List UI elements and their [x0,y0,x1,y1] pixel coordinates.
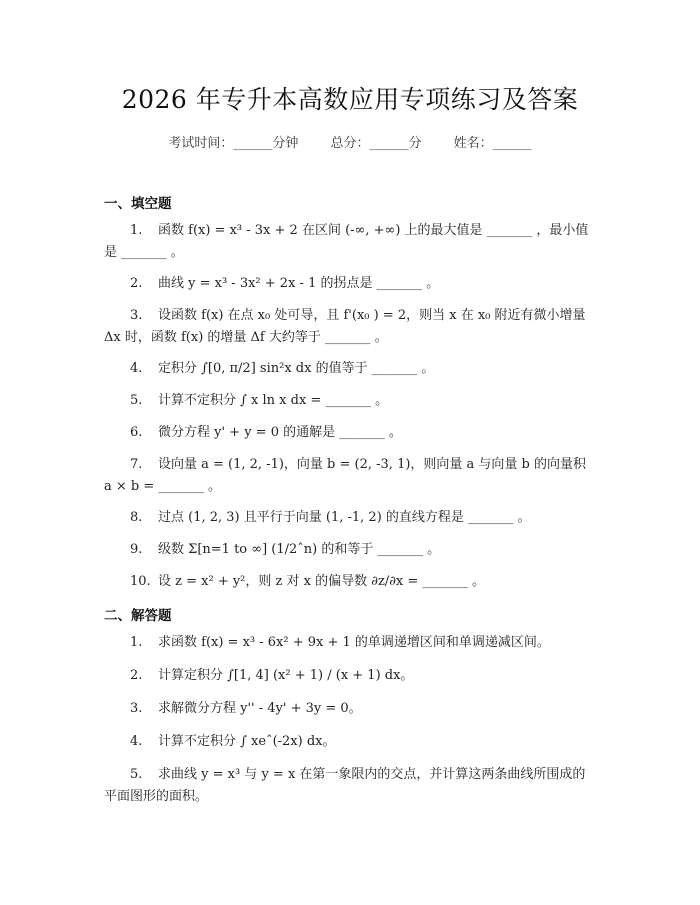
total-score: 总分：______分 [330,136,422,151]
question-number: 1. [130,223,143,238]
question-number: 6. [130,425,143,440]
page-title: 2026 年专升本高数应用专项练习及答案 [121,85,579,114]
question-number: 9. [130,542,143,557]
exam-time: 考试时间：______分钟 [168,136,299,151]
question-text: 求函数 f(x) = x³ - 6x² + 9x + 1 的单调递增区间和单调递减区间。 [158,635,550,650]
question-item [104,507,596,529]
question-number: 4. [130,734,143,749]
question-text: 过点 (1, 2, 3) 且平行于向量 (1, -1, 2) 的直线方程是 _______ 。 [158,510,531,525]
question-item [104,539,596,561]
question-text: 级数 Σ[n=1 to ∞] (1/2ˆn) 的和等于 _______ 。 [158,542,441,557]
question-item [104,422,596,444]
question-item [104,665,596,687]
question-number: 8. [130,510,143,525]
question-text: 定积分 ∫[0, π/2] sin²x dx 的值等于 _______ 。 [158,361,435,376]
question-item [104,305,596,349]
question-text: 计算不定积分 ∫ x ln x dx = _______ 。 [158,393,389,408]
question-item [104,764,596,808]
question-text: 计算不定积分 ∫ xeˆ(-2x) dx。 [158,734,336,749]
question-number: 7. [130,457,143,472]
question-text: 设向量 a = (1, 2, -1)，向量 b = (2, -3, 1)，则向量 a 与向量 b 的向量积 a × b = _______ 。 [104,457,587,494]
question-number: 5. [130,393,143,408]
question-number: 2. [130,276,143,291]
question-text: 设函数 f(x) 在点 x₀ 处可导，且 f'(x₀ ) = 2，则当 x 在 x₀ 附近有微小增量 Δx 时，函数 f(x) 的增量 Δf 大约等于 _______ 。 [104,308,586,345]
question-item [104,632,596,654]
question-text: 求曲线 y = x³ 与 y = x 在第一象限内的交点，并计算这两条曲线所围成的平面图形的面积。 [104,767,586,804]
question-item [104,390,596,412]
question-item [104,571,596,593]
student-name: 姓名：______ [453,136,532,151]
question-text: 微分方程 y' + y = 0 的通解是 _______ 。 [158,425,402,440]
question-item [104,358,596,380]
question-number: 3. [130,308,143,323]
question-text: 函数 f(x) = x³ - 3x + 2 在区间 (-∞, +∞) 上的最大值是 _______ ，最小值是 _______ 。 [104,223,589,260]
question-text: 曲线 y = x³ - 3x² + 2x - 1 的拐点是 _______ 。 [158,276,440,291]
question-item [104,273,596,295]
question-item [104,698,596,720]
question-number: 3. [130,701,143,716]
question-number: 10. [130,574,151,589]
section-heading-fill-in: 一、填空题 [104,196,172,212]
question-number: 4. [130,361,143,376]
question-number: 2. [130,668,143,683]
section-heading-answer: 二、解答题 [104,608,172,624]
question-item [104,454,596,498]
question-text: 求解微分方程 y'' - 4y' + 3y = 0。 [158,701,362,716]
question-item [104,731,596,753]
question-text: 计算定积分 ∫[1, 4] (x² + 1) / (x + 1) dx。 [158,668,414,683]
question-number: 5. [130,767,143,782]
question-item [104,220,596,264]
question-text: 设 z = x² + y²，则 z 对 x 的偏导数 ∂z/∂x = _______ 。 [158,574,486,589]
exam-meta [0,132,700,151]
question-number: 1. [130,635,143,650]
